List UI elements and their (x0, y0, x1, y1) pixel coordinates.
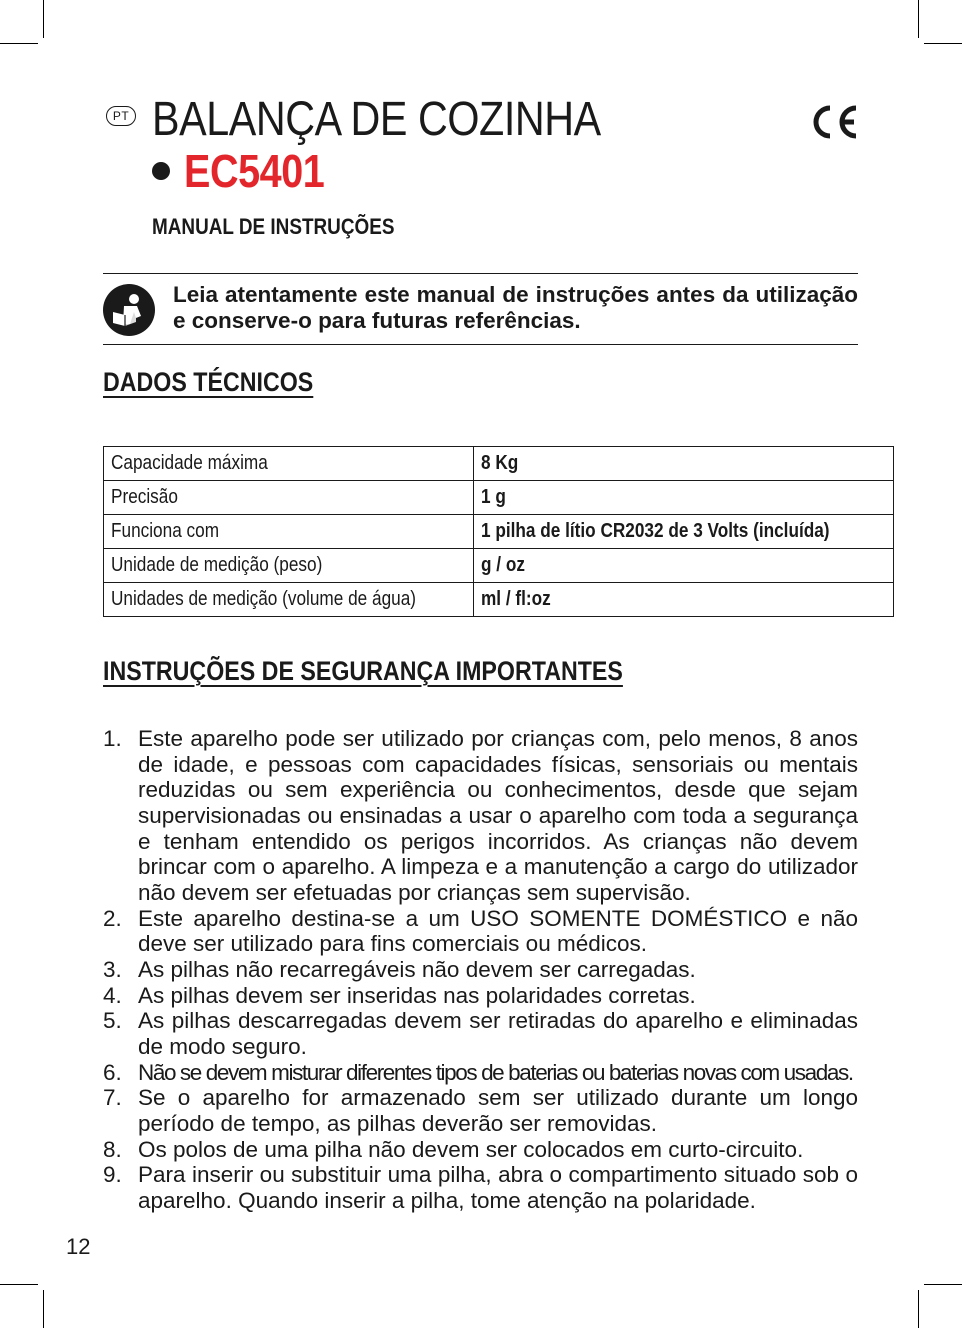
item-text: Não se devem misturar diferentes tipos de baterias ou baterias novas com usadas. (138, 1059, 853, 1085)
spec-label: Funciona com (104, 515, 474, 549)
crop-mark (0, 43, 38, 44)
safety-heading: INSTRUÇÕES DE SEGURANÇA IMPORTANTES (103, 656, 623, 686)
list-item (103, 1162, 858, 1213)
crop-mark (43, 0, 44, 38)
item-text: As pilhas devem ser inseridas nas polaridades corretas. (138, 982, 696, 1008)
item-text: As pilhas descarregadas devem ser retiradas do aparelho e eliminadas de modo seguro. (138, 1008, 858, 1059)
crop-mark (924, 43, 962, 44)
table-row (104, 447, 894, 481)
table-row (104, 583, 894, 617)
spec-value: 1 g (473, 481, 893, 515)
read-manual-icon (103, 284, 155, 336)
crop-mark (918, 0, 919, 38)
item-text: Se o aparelho for armazenado sem ser utilizado durante um longo período de tempo, as pilhas deverão ser removidas. (138, 1085, 858, 1136)
ce-mark-icon (808, 104, 860, 140)
specs-table (103, 446, 894, 617)
language-badge: PT (106, 106, 136, 126)
list-item (103, 983, 858, 1009)
item-text: Este aparelho destina-se a um USO SOMENTE DOMÉSTICO e não deve ser utilizado para fins comerciais ou médicos. (138, 905, 858, 957)
spec-value: ml / fl:oz (473, 583, 893, 617)
crop-mark (0, 1284, 38, 1285)
item-number: 9. (103, 1162, 122, 1188)
spec-value: g / oz (473, 549, 893, 583)
bullet-icon (152, 162, 170, 180)
crop-mark (43, 1290, 44, 1328)
spec-value: 8 Kg (473, 447, 893, 481)
list-item (103, 726, 858, 906)
spec-label: Capacidade máxima (104, 447, 474, 481)
page-title: BALANÇA DE COZINHA (152, 93, 601, 146)
safety-list (103, 726, 858, 1213)
item-text: Para inserir ou substituir uma pilha, abra o compartimento situado sob o aparelho. Quando inserir a pilha, tome atenção na polaridade. (138, 1162, 858, 1213)
item-number: 5. (103, 1008, 122, 1034)
page-number: 12 (66, 1234, 91, 1259)
read-manual-notice (103, 273, 858, 345)
item-number: 6. (103, 1059, 122, 1085)
list-item (103, 1060, 858, 1086)
notice-text: Leia atentamente este manual de instruções antes da utilização e conserve-o para futuras referências. (173, 282, 858, 333)
crop-mark (924, 1284, 962, 1285)
model-line (152, 146, 347, 196)
list-item (103, 1008, 858, 1059)
item-text: Os polos de uma pilha não devem ser colocados em curto-circuito. (138, 1136, 804, 1162)
table-row (104, 515, 894, 549)
item-number: 3. (103, 956, 122, 982)
item-number: 1. (103, 726, 122, 751)
crop-mark (918, 1290, 919, 1328)
model-number: EC5401 (184, 145, 325, 197)
spec-value: 1 pilha de lítio CR2032 de 3 Volts (incluída) (473, 515, 893, 549)
spec-label: Precisão (104, 481, 474, 515)
table-row (104, 481, 894, 515)
item-number: 8. (103, 1136, 122, 1162)
item-text: As pilhas não recarregáveis não devem ser carregadas. (138, 956, 696, 982)
item-number: 4. (103, 982, 122, 1008)
table-row (104, 549, 894, 583)
item-number: 7. (103, 1085, 122, 1111)
list-item (103, 1085, 858, 1136)
spec-label: Unidade de medição (peso) (104, 549, 474, 583)
manual-subtitle: MANUAL DE INSTRUÇÕES (152, 214, 395, 239)
list-item (103, 1137, 858, 1163)
technical-data-heading: DADOS TÉCNICOS (103, 367, 314, 397)
list-item (103, 906, 858, 957)
item-number: 2. (103, 905, 122, 931)
spec-label: Unidades de medição (volume de água) (104, 583, 474, 617)
list-item (103, 957, 858, 983)
item-text: Este aparelho pode ser utilizado por crianças com, pelo menos, 8 anos de idade, e pessoas com capacidades físicas, sensoriais ou mentais reduzidas ou sem experiência ou conhecimentos, desde que sejam supervisionadas ou ensinadas a usar o aparelho com toda a segurança e tenham entendido os perigos incorridos. As crianças não devem brincar com o aparelho. A limpeza e a manutenção a cargo do utilizador não devem ser efetuadas por crianças sem supervisão. (138, 726, 858, 905)
